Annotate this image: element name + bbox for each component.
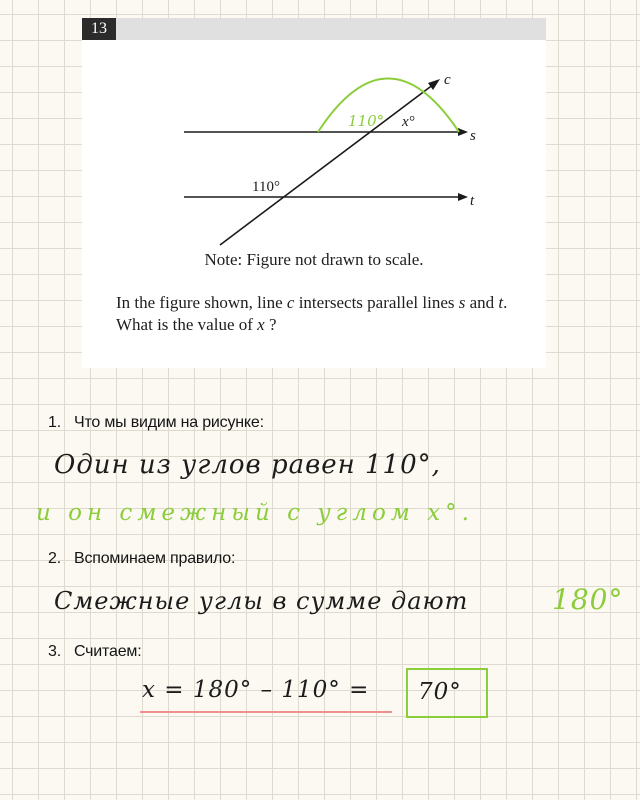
geometry-figure	[82, 40, 546, 250]
handwritten-answer: 70°	[418, 679, 462, 705]
equation-underline	[140, 711, 392, 713]
step-3-heading	[48, 643, 141, 661]
question-text: In the figure shown, line c intersects parallel lines s and t. What is the value of x ?	[116, 293, 508, 334]
handwritten-equation: x = 180° – 110° =	[142, 677, 370, 703]
label-c: c	[444, 72, 451, 88]
label-s: s	[470, 128, 476, 144]
angle-x-label: x°	[402, 114, 415, 130]
angle-bottom-label: 110°	[252, 179, 280, 195]
handwritten-rule: Смежные углы в сумме дают	[54, 587, 469, 615]
angle-top-label: 110°	[348, 112, 385, 130]
handwritten-line-1: Один из углов равен 110°,	[54, 450, 441, 480]
handwritten-rule-value: 180°	[552, 583, 624, 616]
problem-card	[82, 18, 546, 368]
label-t: t	[470, 193, 475, 209]
step-3-number: 3.	[48, 643, 61, 660]
line-s-arrow	[458, 128, 468, 136]
step-3-label: Считаем:	[74, 643, 142, 660]
step-2-heading	[48, 550, 235, 568]
line-c	[220, 84, 434, 245]
line-c-arrow	[428, 79, 440, 90]
line-t-arrow	[458, 193, 468, 201]
step-1-label: Что мы видим на рисунке:	[74, 414, 264, 431]
step-1-number: 1.	[48, 414, 61, 431]
angle-arc	[318, 79, 459, 133]
step-2-label: Вспоминаем правило:	[74, 550, 236, 567]
step-1-heading	[48, 414, 264, 432]
problem-number: 13	[82, 18, 116, 40]
figure-note: Note: Figure not drawn to scale.	[204, 250, 424, 269]
handwritten-line-2: и он смежный с углом x°.	[36, 500, 474, 526]
step-2-number: 2.	[48, 550, 61, 567]
problem-header-bar	[82, 18, 546, 40]
